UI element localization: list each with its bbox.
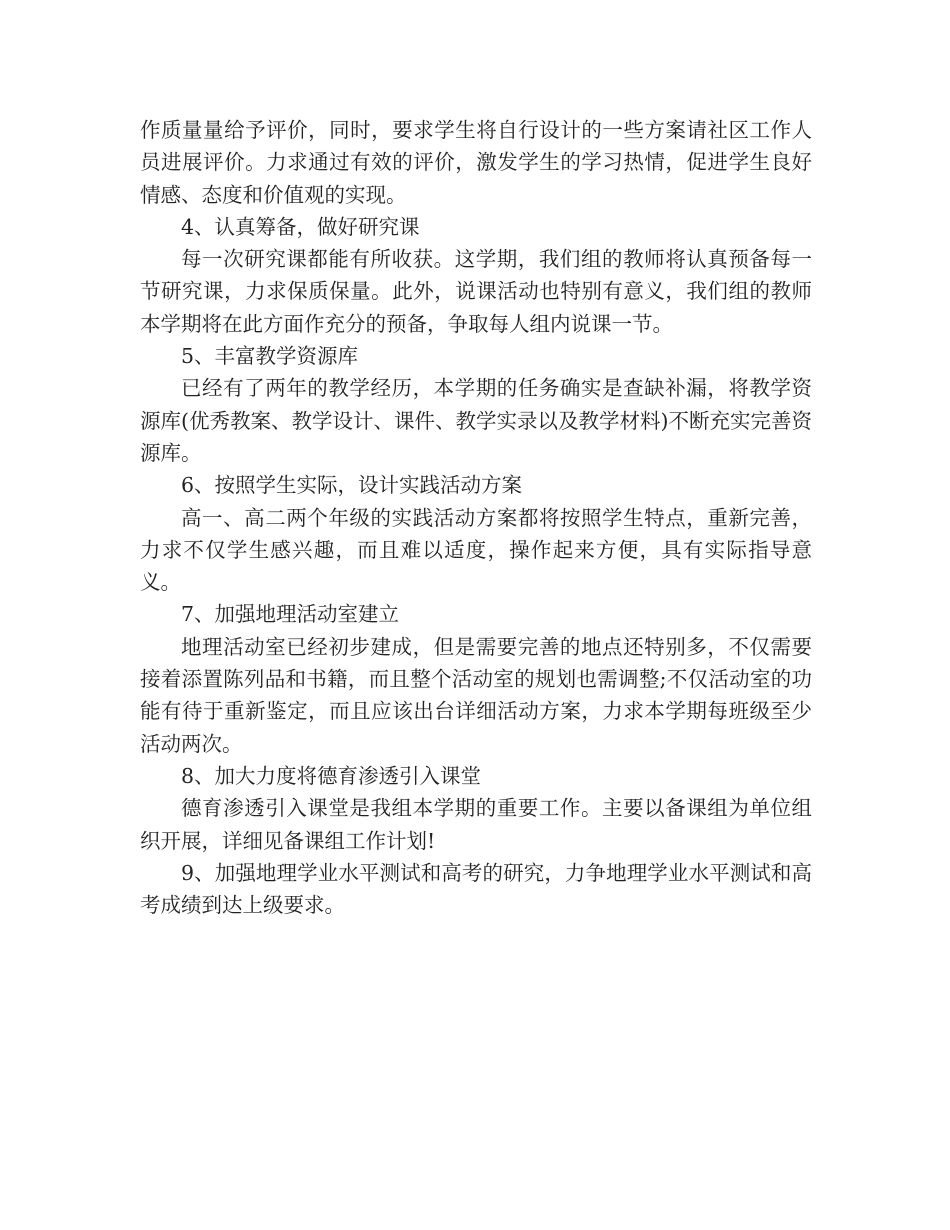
paragraph-continued: 作质量量给予评价，同时，要求学生将自行设计的一些方案请社区工作人员进展评价。力求通过有效的评价，激发学生的学习热情，促进学生良好情感、态度和价值观的实现。 xyxy=(140,118,812,207)
paragraph-4: 每一次研究课都能有所收获。这学期，我们组的教师将认真预备每一节研究课，力求保质保量。此外，说课活动也特别有意义，我们组的教师本学期将在此方面作充分的预备，争取每人组内说课一节。 xyxy=(140,247,812,336)
document-body xyxy=(140,114,812,921)
paragraph-7: 地理活动室已经初步建成，但是需要完善的地点还特别多，不仅需要接着添置陈列品和书籍，而且整个活动室的规划也需调整;不仅活动室的功能有待于重新鉴定，而且应该出台详细活动方案，力求本学期每班级至少活动两次。 xyxy=(140,634,812,756)
paragraph-6: 高一、高二两个年级的实践活动方案都将按照学生特点，重新完善，力求不仅学生感兴趣，而且难以适度，操作起来方便，具有实际指导意义。 xyxy=(140,505,812,595)
paragraph-9: 9、加强地理学业水平测试和高考的研究，力争地理学业水平测试和高考成绩到达上级要求。 xyxy=(140,860,812,918)
section-heading-5: 5、丰富教学资源库 xyxy=(181,344,359,369)
section-heading-8: 8、加大力度将德育渗透引入课堂 xyxy=(181,763,482,788)
paragraph-5: 已经有了两年的教学经历，本学期的任务确实是查缺补漏，将教学资源库(优秀教案、教学设计、课件、教学实录以及教学材料)不断充实完善资源库。 xyxy=(140,376,812,465)
section-heading-6: 6、按照学生实际，设计实践活动方案 xyxy=(181,473,523,498)
section-heading-4: 4、认真筹备，做好研究课 xyxy=(181,214,420,239)
paragraph-8: 德育渗透引入课堂是我组本学期的重要工作。主要以备课组为单位组织开展，详细见备课组工作计划! xyxy=(140,796,812,853)
section-heading-7: 7、加强地理活动室建立 xyxy=(181,602,400,627)
